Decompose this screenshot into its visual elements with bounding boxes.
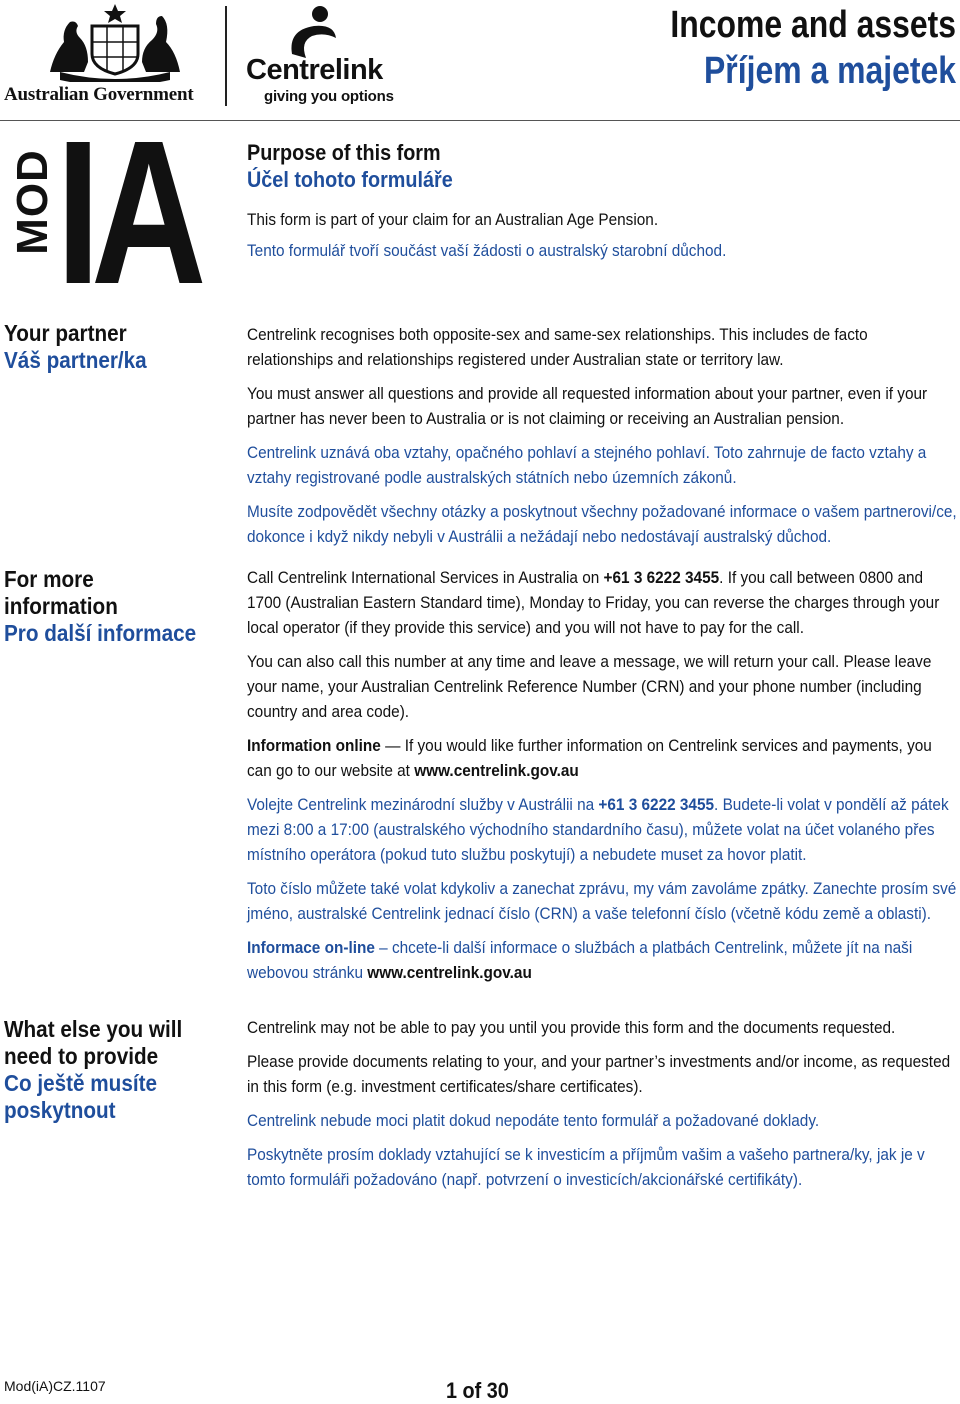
info-paragraph-5: Toto číslo můžete také volat kdykoliv a zanechat zprávu, my vám zavoláme zpátky. Zanechte prosím své jméno, australské Centrelink jednací číslo (CRN) a vaše telefonní číslo (včetně kódu země a oblasti). <box>247 880 957 923</box>
info-p4-text: Volejte Centrelink mezinárodní služby v Austrálii na <box>247 796 599 814</box>
form-title-en: Income and assets <box>670 4 956 46</box>
purpose-text-cz: Tento formulář tvoří součást vaší žádosti o australský starobní důchod. <box>247 242 727 260</box>
info-paragraph-1 <box>247 566 958 641</box>
form-code-ia: IA <box>56 98 198 327</box>
partner-paragraph-4: Musíte zodpovědět všechny otázky a poskytnout všechny požadované informace o vašem partnerovi/ce, dokonce i když nikdy nebyli v Austrálii a nežádají nebo nedostávají australský důchod. <box>247 503 957 546</box>
info-website-link-cz[interactable]: www.centrelink.gov.au <box>367 964 532 982</box>
purpose-text-en: This form is part of your claim for an Australian Age Pension. <box>247 211 659 229</box>
purpose-section <box>247 139 957 273</box>
header-divider <box>225 6 227 106</box>
provide-heading <box>4 1016 207 1124</box>
partner-heading-en: Your partner <box>4 320 127 346</box>
info-heading-cz: Pro další informace <box>4 620 197 646</box>
info-paragraph-6 <box>247 936 958 986</box>
info-heading-en: For more information <box>4 566 118 619</box>
partner-heading <box>4 320 207 374</box>
info-p6-text: – chcete-li další informace o službách a platbách Centrelink, můžete jít na naši webovou stránku <box>247 939 913 982</box>
provide-paragraph-2: Please provide documents relating to your, and your partner’s investments and/or income, as requested in this form (e.g. investment certificates/share certificates). <box>247 1053 951 1096</box>
info-paragraph-4 <box>247 793 958 868</box>
form-reference-code: Mod(iA)CZ.1107 <box>4 1378 106 1394</box>
partner-paragraph-1: Centrelink recognises both opposite-sex and same-sex relationships. This includes de facto relationships and relationships registered under Australian state or territory law. <box>247 326 868 369</box>
partner-heading-cz: Váš partner/ka <box>4 347 147 373</box>
info-online-label-cz: Informace on-line <box>247 939 375 957</box>
page-number: 1 of 30 <box>446 1378 509 1403</box>
form-code-mod: MOD <box>8 149 57 255</box>
form-title-cz: Příjem a majetek <box>704 50 956 92</box>
info-heading <box>4 566 207 647</box>
info-p1-text-2: . If you call between 0800 and 1700 (Australian Eastern Standard time), Monday to Friday, you can reverse the charges through your local operator (if they provide this service) and you will not have to pay for the call. <box>247 569 940 637</box>
partner-section <box>247 323 957 559</box>
partner-paragraph-3: Centrelink uznává oba vztahy, opačného pohlaví a stejného pohlaví. Toto zahrnuje de facto vztahy a vztahy registrované podle australských státních nebo územních zákonů. <box>247 444 927 487</box>
government-wordmark: Australian Government <box>4 84 194 105</box>
info-p1-text: Call Centrelink International Services in Australia on <box>247 569 604 587</box>
provide-paragraph-1: Centrelink may not be able to pay you until you provide this form and the documents requested. <box>247 1019 896 1037</box>
provide-section <box>247 1016 957 1202</box>
provide-paragraph-4: Poskytněte prosím doklady vztahující se k investicím a příjmům vašim a vašeho partnera/ky, jak je v tomto formuláři požadováno (např. potvrzení o investicích/akcionářské certifikáty). <box>247 1146 925 1189</box>
info-website-link[interactable]: www.centrelink.gov.au <box>414 762 579 780</box>
partner-paragraph-2: You must answer all questions and provide all requested information about your partner, even if your partner has never been to Australia or is not claiming or receiving an Australian pension. <box>247 385 928 428</box>
provide-heading-cz: Co ještě musíte poskytnout <box>4 1070 157 1123</box>
info-phone-number: +61 3 6222 3455 <box>603 569 720 587</box>
info-p3-text: — If you would like further information on Centrelink services and payments, you can go to our website at <box>247 737 932 780</box>
purpose-heading-en: Purpose of this form <box>247 140 441 165</box>
provide-heading-en: What else you will need to provide <box>4 1016 183 1069</box>
purpose-heading-cz: Účel tohoto formuláře <box>247 167 453 192</box>
info-online-label: Information online <box>247 737 381 755</box>
info-paragraph-3 <box>247 734 958 784</box>
info-paragraph-2: You can also call this number at any time and leave a message, we will return your call. Please leave your name, your Australian Centrelink Reference Number (CRN) and your phone number (including country and area code). <box>247 653 932 721</box>
info-p4-text-2: . Budete-li volat v pondělí až pátek mezi 8:00 a 17:00 (australského východního standardního času), můžete volat na účet volaného přes místního operátora (pokud tuto službu poskytují) a nebudete muset za hovor platit. <box>247 796 949 864</box>
provide-paragraph-3: Centrelink nebude moci platit dokud nepodáte tento formulář a požadované doklady. <box>247 1112 820 1130</box>
australian-coat-of-arms-logo <box>40 2 190 82</box>
info-phone-number-cz: +61 3 6222 3455 <box>598 796 715 814</box>
centrelink-swirl-logo <box>284 4 344 60</box>
centrelink-tagline: giving you options <box>264 88 394 105</box>
centrelink-wordmark: Centrelink <box>246 54 383 86</box>
info-section <box>247 566 957 995</box>
